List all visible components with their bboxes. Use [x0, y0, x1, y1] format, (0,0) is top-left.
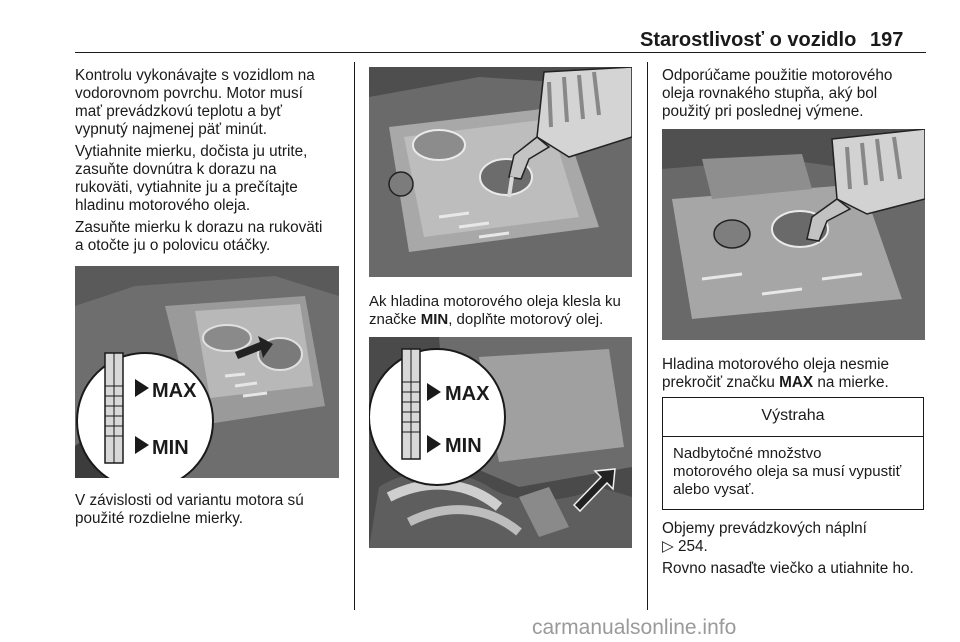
- column-divider-right: [647, 62, 648, 610]
- fill-volumes-paragraph: Objemy prevádzkových náplní ▷ 254.: [662, 520, 867, 555]
- oil-pouring-figure-2: [662, 129, 925, 340]
- column-divider-left: [354, 62, 355, 610]
- warning-box: [662, 397, 924, 510]
- running-header-title: Starostlivosť o vozidlo: [640, 29, 857, 51]
- dipstick-turn-paragraph: Zasuňte mierku k dorazu na rukoväti a otočte ju o polovicu otáčky.: [75, 219, 323, 254]
- max-mark-label: MAX: [152, 380, 197, 402]
- page-number: 197: [870, 29, 904, 51]
- cap-paragraph: Rovno nasaďte viečko a utiahnite ho.: [662, 560, 914, 577]
- max-level-paragraph: Hladina motorového oleja nesmie prekročiť značku MAX na mierke.: [662, 356, 890, 391]
- header-divider: [75, 52, 926, 53]
- oil-pouring-figure: [369, 67, 632, 277]
- dipstick-figure-2: [369, 337, 632, 548]
- engine-variant-paragraph: V závislosti od variantu motora sú použité rozdielne mierky.: [75, 492, 304, 527]
- min-mark-label: MIN: [445, 435, 482, 457]
- low-oil-paragraph: Ak hladina motorového oleja klesla ku značke MIN, doplňte motorový olej.: [369, 293, 621, 328]
- max-mark-label: MAX: [445, 383, 490, 405]
- warning-text: Nadbytočné množstvo motorového oleja sa musí vypustiť alebo vysať.: [673, 445, 902, 498]
- dipstick-figure-1: [75, 266, 339, 478]
- min-mark-label: MIN: [152, 437, 189, 459]
- warning-title: Výstraha: [663, 398, 923, 437]
- dipstick-read-paragraph: Vytiahnite mierku, dočista ju utrite, zasuňte dovnútra k dorazu na rukoväti, vytiahnite ju a prečítajte hladinu motorového oleja.: [75, 143, 308, 214]
- page-reference-icon: ▷: [662, 538, 674, 555]
- watermark: carmanualsonline.info: [532, 616, 737, 639]
- oil-grade-paragraph: Odporúčame použitie motorového oleja rovnakého stupňa, aký bol použitý pri poslednej výmene.: [662, 67, 893, 120]
- page-reference-link[interactable]: 254.: [673, 538, 708, 555]
- check-conditions-paragraph: Kontrolu vykonávajte s vozidlom na vodorovnom povrchu. Motor musí mať prevádzkovú teplotu a byť vypnutý najmenej päť minút.: [75, 67, 315, 138]
